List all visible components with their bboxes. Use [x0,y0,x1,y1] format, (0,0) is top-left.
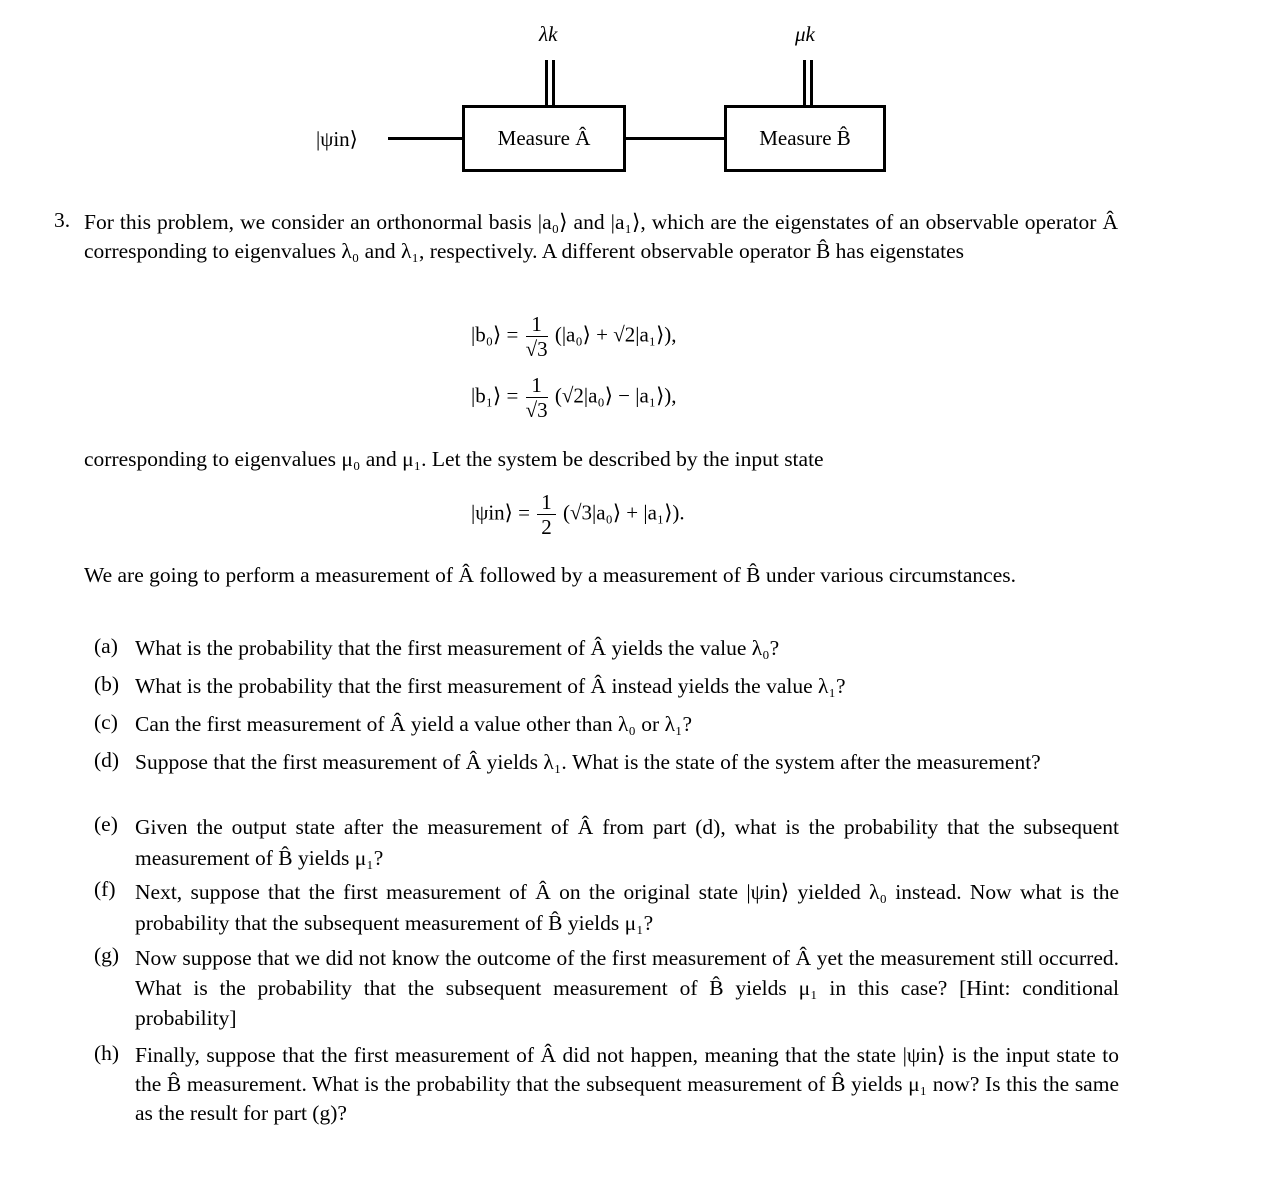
input-state-label: |ψin⟩ [316,127,358,151]
problem-intro: For this problem, we consider an orthonormal basis |a₀⟩ and |a₁⟩, which are the eigenstates of an observable operator Â corresponding to eigenvalues λ₀ and λ₁, respectively. A different observable operator B̂ has eigenstates [84,210,1118,263]
part-f-text: Next, suppose that the first measurement of Â on the original state |ψin⟩ yielded λ₀ instead. Now what is the probability that the subsequent measurement of B̂ yields μ₁? [135,880,1119,935]
part-c-text: Can the first measurement of Â yield a value other than λ₀ or λ₁? [135,712,693,736]
part-a-text: What is the probability that the first measurement of Â yields the value λ₀? [135,636,780,660]
part-label: (a) [94,634,118,658]
part-label: (e) [94,812,118,836]
part-label: (b) [94,672,120,696]
fraction-one-over-sqrt3 [526,312,548,361]
equation-b1-rhs: (√2|a₀⟩ − |a₁⟩), [554,383,677,408]
measurement-description: We are going to perform a measurement of Â followed by a measurement of B̂ under various circumstances. [84,563,1017,587]
fraction-one-half [537,490,556,539]
part-g-text: Now suppose that we did not know the outcome of the first measurement of Â yet the measurement still occurred. What is the probability that the subsequent measurement of B̂ yields μ₁ in this case? [Hint: conditional probability] [135,946,1119,1030]
fraction-numerator: 1 [526,373,548,398]
part-e-text: Given the output state after the measurement of Â from part (d), what is the probability that the subsequent measurement of B̂ yields μ₁? [135,815,1119,870]
mu-k-label: μk [795,22,815,46]
problem-number: 3. [54,208,71,232]
measure-a-box: Measure Â [462,105,626,172]
classical-wire-a-left [545,60,548,106]
equation-psi-rhs: (√3|a₀⟩ + |a₁⟩). [562,500,685,525]
part-label: (g) [94,943,120,967]
input-wire [388,137,464,140]
part-d-text: Suppose that the first measurement of Â yields λ₁. What is the state of the system after the measurement? [135,750,1041,774]
lambda-k-label: λk [539,22,558,46]
fraction-numerator: 1 [537,490,556,515]
equation-b0-lhs: |b₀⟩ = [471,322,519,347]
eigenvalue-text: corresponding to eigenvalues μ₀ and μ₁. Let the system be described by the input state [84,447,824,471]
equation-b1 [471,373,677,422]
part-b-text: What is the probability that the first measurement of Â instead yields the value λ₁? [135,674,846,698]
equation-b1-lhs: |b₁⟩ = [471,383,519,408]
part-label: (c) [94,710,118,734]
connecting-wire [624,137,726,140]
classical-wire-a-right [552,60,555,106]
measure-b-box: Measure B̂ [724,105,886,172]
fraction-denominator: √3 [525,337,548,361]
equation-psi-lhs: |ψin⟩ = [471,500,530,525]
classical-wire-b-right [810,60,813,106]
equation-psi-in [471,490,685,539]
part-label: (d) [94,748,120,772]
equation-b0 [471,312,677,361]
equation-b0-rhs: (|a₀⟩ + √2|a₁⟩), [554,322,677,347]
classical-wire-b-left [803,60,806,106]
fraction-one-over-sqrt3 [526,373,548,422]
fraction-numerator: 1 [526,312,548,337]
fraction-denominator: √3 [525,398,548,422]
part-h-text: Finally, suppose that the first measurement of Â did not happen, meaning that the state |ψin⟩ is the input state to the B̂ measurement. What is the probability that the subsequent measurement of B̂ yields μ₁ now? Is this the same as the result for part (g)? [135,1043,1119,1125]
fraction-denominator: 2 [541,515,552,539]
part-label: (h) [94,1041,120,1065]
part-label: (f) [94,877,116,901]
